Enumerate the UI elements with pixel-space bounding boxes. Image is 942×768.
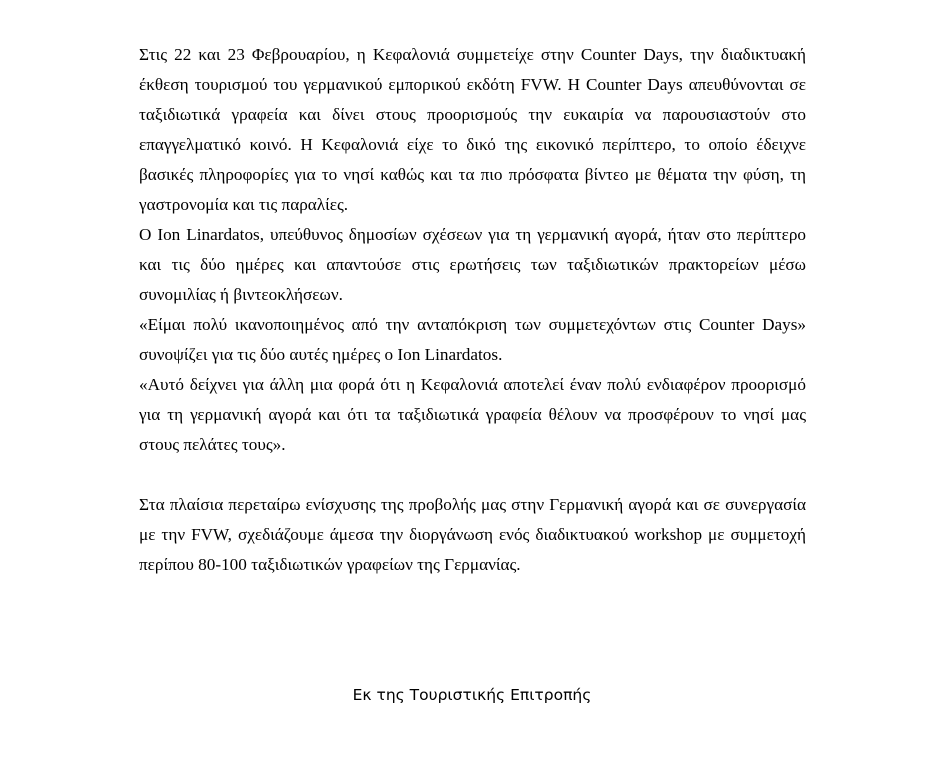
- paragraph-quote-market: «Αυτό δείχνει για άλλη μια φορά ότι η Κεφαλονιά αποτελεί έναν πολύ ενδιαφέρον προορισμό για τη γερμανική αγορά και ότι τα ταξιδιωτικά γραφεία θέλουν να προσφέρουν το νησί μας στους πελάτες τους».: [139, 375, 806, 454]
- document-body: [139, 40, 806, 580]
- paragraph-ion-linardatos: Ο Ion Linardatos, υπεύθυνος δημοσίων σχέσεων για τη γερμανική αγορά, ήταν στο περίπτερο και τις δύο ημέρες και απαντούσε στις ερωτήσεις των ταξιδιωτικών πρακτορείων μέσω συνομιλίας ή βιντεοκλήσεων.: [139, 225, 806, 304]
- paragraph-spacer: [139, 460, 806, 490]
- paragraph-quote-satisfaction: «Είμαι πολύ ικανοποιημένος από την ανταπόκριση των συμμετεχόντων στις Counter Days» συνοψίζει για τις δύο αυτές ημέρες ο Ion Linardatos.: [139, 315, 806, 364]
- paragraph-counter-days: Στις 22 και 23 Φεβρουαρίου, η Κεφαλονιά συμμετείχε στην Counter Days, την διαδικτυακή έκθεση τουρισμού του γερμανικού εμπορικού εκδότη FVW. Η Counter Days απευθύνονται σε ταξιδιωτικά γραφεία και δίνει στους προορισμούς την ευκαιρία να παρουσιαστούν στο επαγγελματικό κοινό. Η Κεφαλονιά είχε το δικό της εικονικό περίπτερο, το οποίο έδειχνε βασικές πληροφορίες για το νησί καθώς και τα πιο πρόσφατα βίντεο με θέματα την φύση, τη γαστρονομία και τις παραλίες.: [139, 45, 806, 214]
- signature-line: Εκ της Τουριστικής Επιτροπής: [352, 686, 592, 704]
- paragraph-workshop: Στα πλαίσια περεταίρω ενίσχυσης της προβολής μας στην Γερμανική αγορά και σε συνεργασία με την FVW, σχεδιάζουμε άμεσα την διοργάνωση ενός διαδικτυακού workshop με συμμετοχή περίπου 80-100 ταξιδιωτικών γραφείων της Γερμανίας.: [139, 495, 806, 574]
